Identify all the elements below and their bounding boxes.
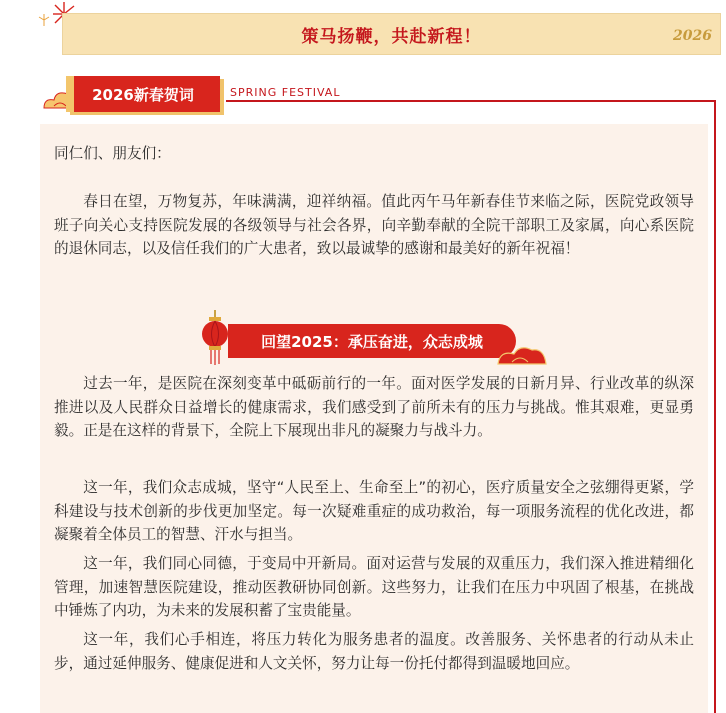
- letter-body: [40, 124, 708, 713]
- title-stripe: [66, 76, 74, 112]
- paragraph-4: 这一年，我们心手相连，将压力转化为服务患者的温度。改善服务、关怀患者的行动从未止步，通过延伸服务、健康促进和人文关怀，努力让每一份托付都得到温暖地回应。: [54, 631, 694, 672]
- section-title-bar: [66, 76, 220, 112]
- section-heading: 回望2025：承压奋进，众志成城: [261, 332, 483, 351]
- greeting: 同仁们、朋友们：: [54, 145, 171, 162]
- section-heading-banner: [228, 324, 516, 358]
- paragraph-3: 这一年，我们同心同德，于变局中开新局。面对运营与发展的双重压力，我们深入推进精细化管理，加速智慧医院建设，推动医教研协同创新。这些努力，让我们在压力中巩固了根基，在挑战中锤炼了内功，为未来的发展积蓄了宝贵能量。: [54, 555, 694, 619]
- year-mark: 2026: [673, 28, 712, 44]
- top-banner: [62, 13, 721, 55]
- lantern-icon: [200, 310, 230, 366]
- banner-slogan: 策马扬鞭，共赴新程！: [301, 26, 482, 47]
- paragraph-2: 这一年，我们众志成城，坚守“人民至上、生命至上”的初心，医疗质量安全之弦绷得更紧，学科建设与技术创新的步伐更加坚定。每一次疑难重症的成功救治，每一项服务流程的优化改进，都凝聚着全体员工的智慧、汗水与担当。: [54, 479, 694, 543]
- section-subtitle-en: SPRING FESTIVAL: [230, 86, 341, 99]
- section-title: 2026新春贺词: [92, 85, 194, 104]
- red-rule-vertical: [714, 100, 716, 713]
- intro-paragraph: 春日在望，万物复苏，年味满满，迎祥纳福。值此丙午马年新春佳节来临之际，医院党政领导班子向关心支持医院发展的各级领导与社会各界，向辛勤奉献的全院干部职工及家属，向心系医院的退休同志，以及信任我们的广大患者，致以最诚挚的感谢和最美好的新年祝福！: [54, 193, 694, 257]
- paragraph-1: 过去一年，是医院在深刻变革中砥砺前行的一年。面对医学发展的日新月异、行业改革的纵深推进以及人民群众日益增长的健康需求，我们感受到了前所未有的压力与挑战。惟其艰难，更显勇毅。正是在这样的背景下，全院上下展现出非凡的凝聚力与战斗力。: [54, 375, 694, 439]
- red-rule-horizontal: [226, 100, 716, 102]
- auspicious-cloud-icon-right: [496, 342, 548, 366]
